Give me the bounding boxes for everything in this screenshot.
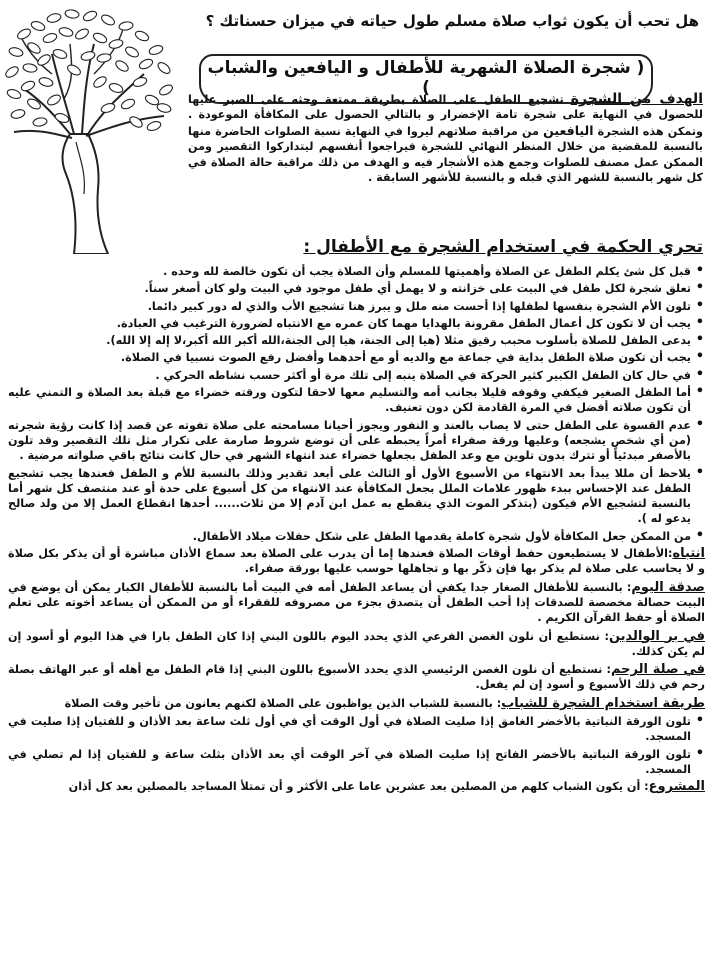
charity-paragraph [8,580,705,626]
goal-emphasis: اليافعين [543,122,594,138]
list-item: • عدم القسوة على الطفل حتى لا يصاب بالعند و النفور ويجوز أحيانا مسامحته على صلاة تفوته عن قصد إذا كانت رؤية شجرته (من أي شخص يشجعه) وعليها ورقة صفراء أمراً يحبطه على أن توضع شروط صارمة على تكرار مثل تلك التقصير وقد تلون بالأصفر مبدئياً أو تترك بدون تلوين مع وعد الطفل بجعلها خضراء عند انتهاء الشهر في حال كانت نتائج باقي صلواته مرضية . [8,418,691,464]
parents-text: : نستطيع أن نلون الغصن الفرعي الذي يحدد اليوم باللون البني إذا كان الطفل بارا في هذا اليوم أو أسود إن لم يكن كذلك. [8,629,705,658]
page-title: ( شجرة الصلاة الشهرية للأطفال و اليافعين والشباب ) [199,54,653,104]
list-item: • تلون الأم الشجرة بنفسها لطفلها إذا أحست منه ملل و يبرز هنا تشجيع الأب والذي له دور كبير دائما. [8,299,691,314]
list-item: • تلون الورقة النباتية بالأخضر الغامق إذا صليت الصلاة في أول الوقت أي في أول ثلث ساعة بعد الأذان و للفتيان إذا صليت في المسجد. [8,714,691,745]
charity-text: : بالنسبة للأطفال الصغار جدا يكفي أن يساعد الطفل أمه في البيت أما بالنسبة للأطفال الكبار يمكن أن يوضع في البيت حصالة مخصصة للصدقات إذا أحب الطفل أن يتصدق بجزء من مصروفه للفقراء أو من الممكن أن يساعد أخوته على تعلم الصلاة أو حفظ القرآن الكريم . [8,580,705,625]
kinship-text: : نستطيع أن نلون الغصن الرئيسي الذي يحدد الأسبوع باللون البني إذا قام الطفل مع أهله أو عبر الهاتف بصلة رحم في ذلك الأسبوع و أسود إن لم يفعل. [8,663,705,692]
main-content [8,264,705,798]
section-heading: تحري الحكمة في استخدام الشجرة مع الأطفال : [303,237,703,257]
list-item: • يجب أن لا تكون كل أعمال الطفل مقرونة بالهدايا مهما كان عمره مع الانتباه لضرورة الترغيب في العبادة. [8,316,691,331]
charity-label: صدقة اليوم [631,579,705,595]
youth-text: : بالنسبة للشباب الذين يواظبون على الصلاة لكنهم يعانون من تأخير وقت الصلاة [64,696,502,710]
goal-text-1: تشجيع الطفل على الصلاة بطريقة ممتعة وحثه على الصبر عليها للحصول في النهاية على شجرة تامة الإخضرار و بالتالي الحصول على المكافأة الموعودة . وتمكن هذه الشجرة [188,93,703,138]
list-item: • تعلق شجرة لكل طفل في البيت على خزانته و لا يهمل أي طفل موجود في البيت ولو كان أصغر سناً. [8,281,691,296]
parents-paragraph [8,629,705,660]
list-item: • من الممكن جعل المكافأة لأول شجرة كاملة يقدمها الطفل على شكل حفلات ميلاد الأطفال. [8,529,691,544]
tree-illustration [4,4,174,254]
youth-paragraph [8,696,705,711]
intro-question: هل تحب أن يكون ثواب صلاة مسلم طول حياته في ميزان حسناتك ؟ [205,12,699,30]
kinship-paragraph [8,662,705,693]
project-label: المشروع [648,779,705,795]
notice-text: :الأطفال لا يستطيعون حفظ أوقات الصلاة فعندها إما أن يدرب على الصلاة بعد سماع الأذان مباشرة أو أن يذكر بكل صلاة و لا يحاسب على صلاة لم يذكر بها فإن ذكّر بها و تجاهلها حوسب عليها بورقة صفراء. [8,547,705,576]
goal-label: الهدف من الشجرة [570,91,703,107]
goal-section [188,92,703,185]
parents-label: في بر الوالدين [608,628,705,644]
list-item: • يدعى الطفل للصلاة بأسلوب محبب رقيق مثلا (هيا إلى الجنة، هيا إلى الجنة،الله أكبر الله أكبر،لا إله إلا الله). [8,333,691,348]
youth-label: طريقة استخدام الشجرة للشباب [501,695,705,711]
list-item: • يلاحظ أن مللا يبدأ بعد الانتهاء من الأسبوع الأول أو الثالث على أبعد تقدير وذلك بالنسبة للأم و الطفل فعندها يجب تشجيع الطفل عند الإحساس ببدء ظهور علامات الملل بجعل المكافأة عند الانتهاء من كل أسبوع على حدة أو عند منتصف كل شهر أما بالنسبة لتشجيع الأم فيكون (بتذكر الموت الذي ينقطع به عمل ابن آدم إلا من ثلاث...... أحدها انقطاع العمل إلا من ولد صالح يدعو له ). [8,466,691,527]
project-text: : أن يكون الشباب كلهم من المصلين بعد عشرين عاما على الأكثر و أن تمتلأ المساجد بالمصلين بعد كل أذان [68,780,649,794]
list-item: • يجب أن تكون صلاة الطفل بداية في جماعة مع والديه أو مع أحدهما وأفضل رفع الصوت نسبيا في الصلاة. [8,350,691,365]
list-item: • تلون الورقة النباتية بالأخضر الفاتح إذا صليت الصلاة في آخر الوقت أي بعد الأذان بثلث ساعة و للفتيان إذا لم تصلي في المسجد. [8,747,691,778]
notice-label: انتباه [672,546,705,562]
kinship-label: في صلة الرحم [610,662,706,678]
list-item: • في حال كان الطفل الكبير كثير الحركة في الصلاة ينبه إلى تلك مرة أو أكثر حسب نشاطه الحركي . [8,368,691,383]
youth-list [8,714,705,777]
project-paragraph [8,779,705,794]
list-item: • أما الطفل الصغير فيكفي وقوفه قليلا بجانب أمه والتسليم معها لاحقا لتكون ورقته خضراء مع قبلة بعد الصلاة و التمني عليه أن تكون صلاته أفضل في المرة القادمة لكن دون تعنيف. [8,385,691,416]
list-item: • قبل كل شئ يكلم الطفل عن الصلاة وأهميتها للمسلم وأن الصلاة يجب أن تكون خالصة لله وحده . [8,264,691,279]
notice-paragraph [8,546,705,577]
tips-list [8,264,705,544]
goal-text-2: من مراقبة صلاتهم ليروا في النهاية نسبة الصلوات الحاضرة منها بالنسبة للمقضية من خلال المنظر النهائي للشجرة فيراجعوا أنفسهم ليتداركوا التقصير ومن الممكن عمل مصنف للصلوات وجمع هذه الأشجار فيه و الهدف من ذلك مراقبة حالة الصلاة في كل شهر بالنسبة للشهر الذي قبله و بالنسبة للأشهر السابقة . [188,124,703,185]
